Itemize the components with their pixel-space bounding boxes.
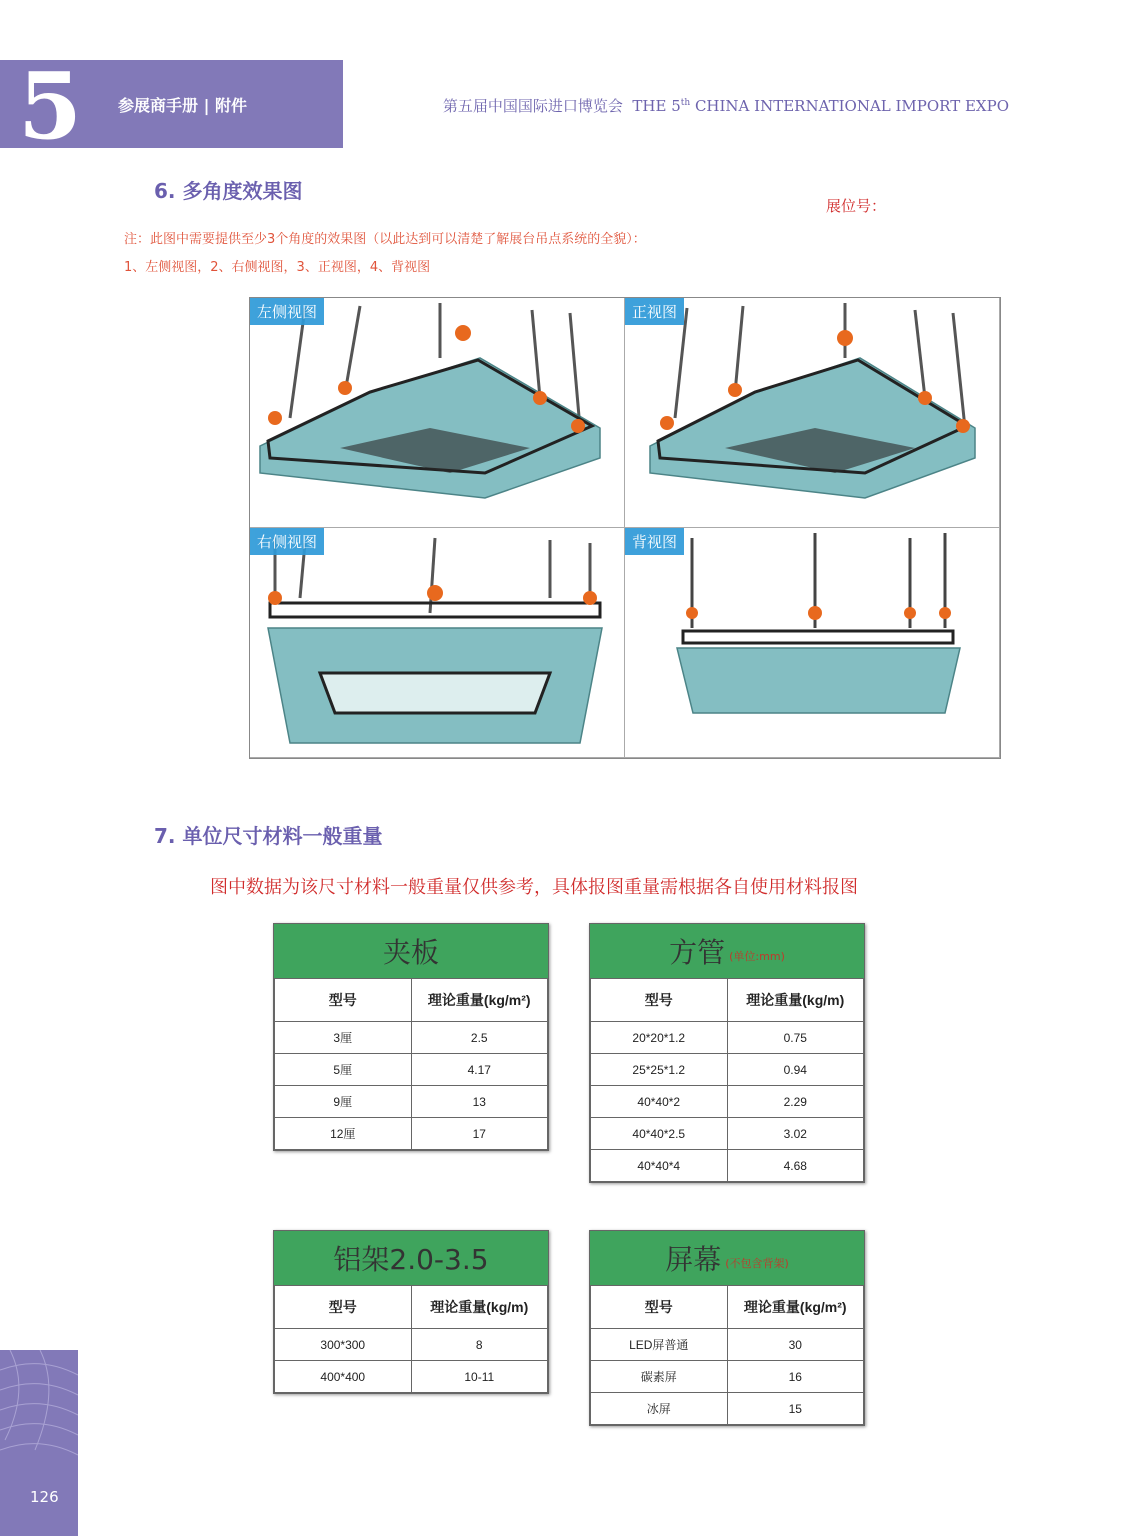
view-panel-left — [250, 298, 625, 528]
cell-model: 20*20*1.2 — [591, 1022, 728, 1054]
table-title-note: (不包含背架) — [725, 1257, 789, 1270]
cell-weight: 3.02 — [727, 1118, 864, 1150]
cell-model: 5厘 — [275, 1054, 412, 1086]
cell-weight: 8 — [411, 1329, 548, 1361]
table-row — [591, 1329, 864, 1361]
booth-number-label: 展位号： — [826, 197, 887, 215]
cell-model: 碳素屏 — [591, 1361, 728, 1393]
cell-weight: 0.75 — [727, 1022, 864, 1054]
cell-weight: 13 — [411, 1086, 548, 1118]
view-panel-right — [250, 528, 625, 758]
column-header: 理论重量(kg/m²) — [727, 1286, 864, 1329]
column-header: 型号 — [275, 979, 412, 1022]
column-header: 理论重量(kg/m²) — [411, 979, 548, 1022]
cell-model: 300*300 — [275, 1329, 412, 1361]
table-title — [590, 924, 864, 978]
cell-model: 9厘 — [275, 1086, 412, 1118]
expo-name — [443, 95, 1009, 116]
table-screen — [589, 1230, 865, 1426]
cell-model: 40*40*2.5 — [591, 1118, 728, 1150]
section6-note: 注：此图中需要提供至少3个角度的效果图（以此达到可以清楚了解展台吊点系统的全貌）： — [124, 232, 646, 247]
table-title — [274, 1231, 548, 1285]
cell-model: 冰屏 — [591, 1393, 728, 1425]
table-aluminum-truss — [273, 1230, 549, 1394]
table-row — [275, 1086, 548, 1118]
view-panel-back — [625, 528, 1000, 758]
table-row — [591, 1054, 864, 1086]
table-row — [591, 1150, 864, 1182]
cell-weight: 2.5 — [411, 1022, 548, 1054]
cell-model: 12厘 — [275, 1118, 412, 1150]
table-title-text: 夹板 — [382, 936, 439, 969]
view-label-left: 左侧视图 — [250, 298, 324, 325]
table-row — [591, 1022, 864, 1054]
table-row — [591, 1393, 864, 1425]
table-title-text: 铝架2.0-3.5 — [333, 1243, 489, 1276]
table-title-text: 方管 — [669, 936, 726, 969]
table-row — [275, 1022, 548, 1054]
table-row — [591, 1361, 864, 1393]
table-square-tube — [589, 923, 865, 1183]
cell-weight: 16 — [727, 1361, 864, 1393]
footer-decoration — [0, 1350, 78, 1536]
issue-number-logo: 5 — [18, 52, 83, 160]
table-row — [275, 1329, 548, 1361]
expo-name-en-suffix: CHINA INTERNATIONAL IMPORT EXPO — [690, 97, 1009, 115]
rig-render-front — [625, 298, 999, 527]
section7-title: 7. 单位尺寸材料一般重量 — [154, 824, 383, 848]
cell-model: 400*400 — [275, 1361, 412, 1393]
page-number: 126 — [30, 1488, 59, 1506]
section7-subtitle: 图中数据为该尺寸材料一般重量仅供参考，具体报图重量需根据各自使用材料报图 — [210, 877, 858, 898]
cell-model: 25*25*1.2 — [591, 1054, 728, 1086]
cell-model: LED屏普通 — [591, 1329, 728, 1361]
column-header: 型号 — [591, 979, 728, 1022]
table-row — [275, 1118, 548, 1150]
rig-render-right — [250, 528, 624, 757]
column-header: 理论重量(kg/m) — [411, 1286, 548, 1329]
expo-name-en-sup: th — [680, 98, 691, 108]
cell-model: 40*40*2 — [591, 1086, 728, 1118]
cell-weight: 4.17 — [411, 1054, 548, 1086]
rig-render-left — [250, 298, 624, 527]
cell-model: 40*40*4 — [591, 1150, 728, 1182]
table-title — [590, 1231, 864, 1285]
cell-weight: 30 — [727, 1329, 864, 1361]
cell-weight: 17 — [411, 1118, 548, 1150]
cell-weight: 2.29 — [727, 1086, 864, 1118]
cell-weight: 0.94 — [727, 1054, 864, 1086]
table-row — [275, 1361, 548, 1393]
column-header: 理论重量(kg/m) — [727, 979, 864, 1022]
table-title-note: (单位:mm) — [729, 950, 785, 963]
view-label-back: 背视图 — [625, 528, 684, 555]
table-row — [591, 1118, 864, 1150]
cell-model: 3厘 — [275, 1022, 412, 1054]
view-label-right: 右侧视图 — [250, 528, 324, 555]
section6-views-list: 1、左侧视图，2、右侧视图，3、正视图，4、背视图 — [124, 260, 431, 275]
table-title-text: 屏幕 — [665, 1243, 722, 1276]
rig-render-back — [625, 528, 999, 757]
table-plywood — [273, 923, 549, 1151]
table-row — [275, 1054, 548, 1086]
column-header: 型号 — [591, 1286, 728, 1329]
view-grid — [249, 297, 1001, 759]
expo-name-en-prefix: THE 5 — [632, 97, 681, 115]
cell-weight: 4.68 — [727, 1150, 864, 1182]
table-title — [274, 924, 548, 978]
view-panel-front — [625, 298, 1000, 528]
cell-weight: 15 — [727, 1393, 864, 1425]
section6-title: 6. 多角度效果图 — [154, 179, 303, 203]
column-header: 型号 — [275, 1286, 412, 1329]
manual-title: 参展商手册 | 附件 — [118, 96, 247, 115]
expo-name-cn: 第五届中国国际进口博览会 — [442, 97, 623, 115]
cell-weight: 10-11 — [411, 1361, 548, 1393]
table-row — [591, 1086, 864, 1118]
view-label-front: 正视图 — [625, 298, 684, 325]
